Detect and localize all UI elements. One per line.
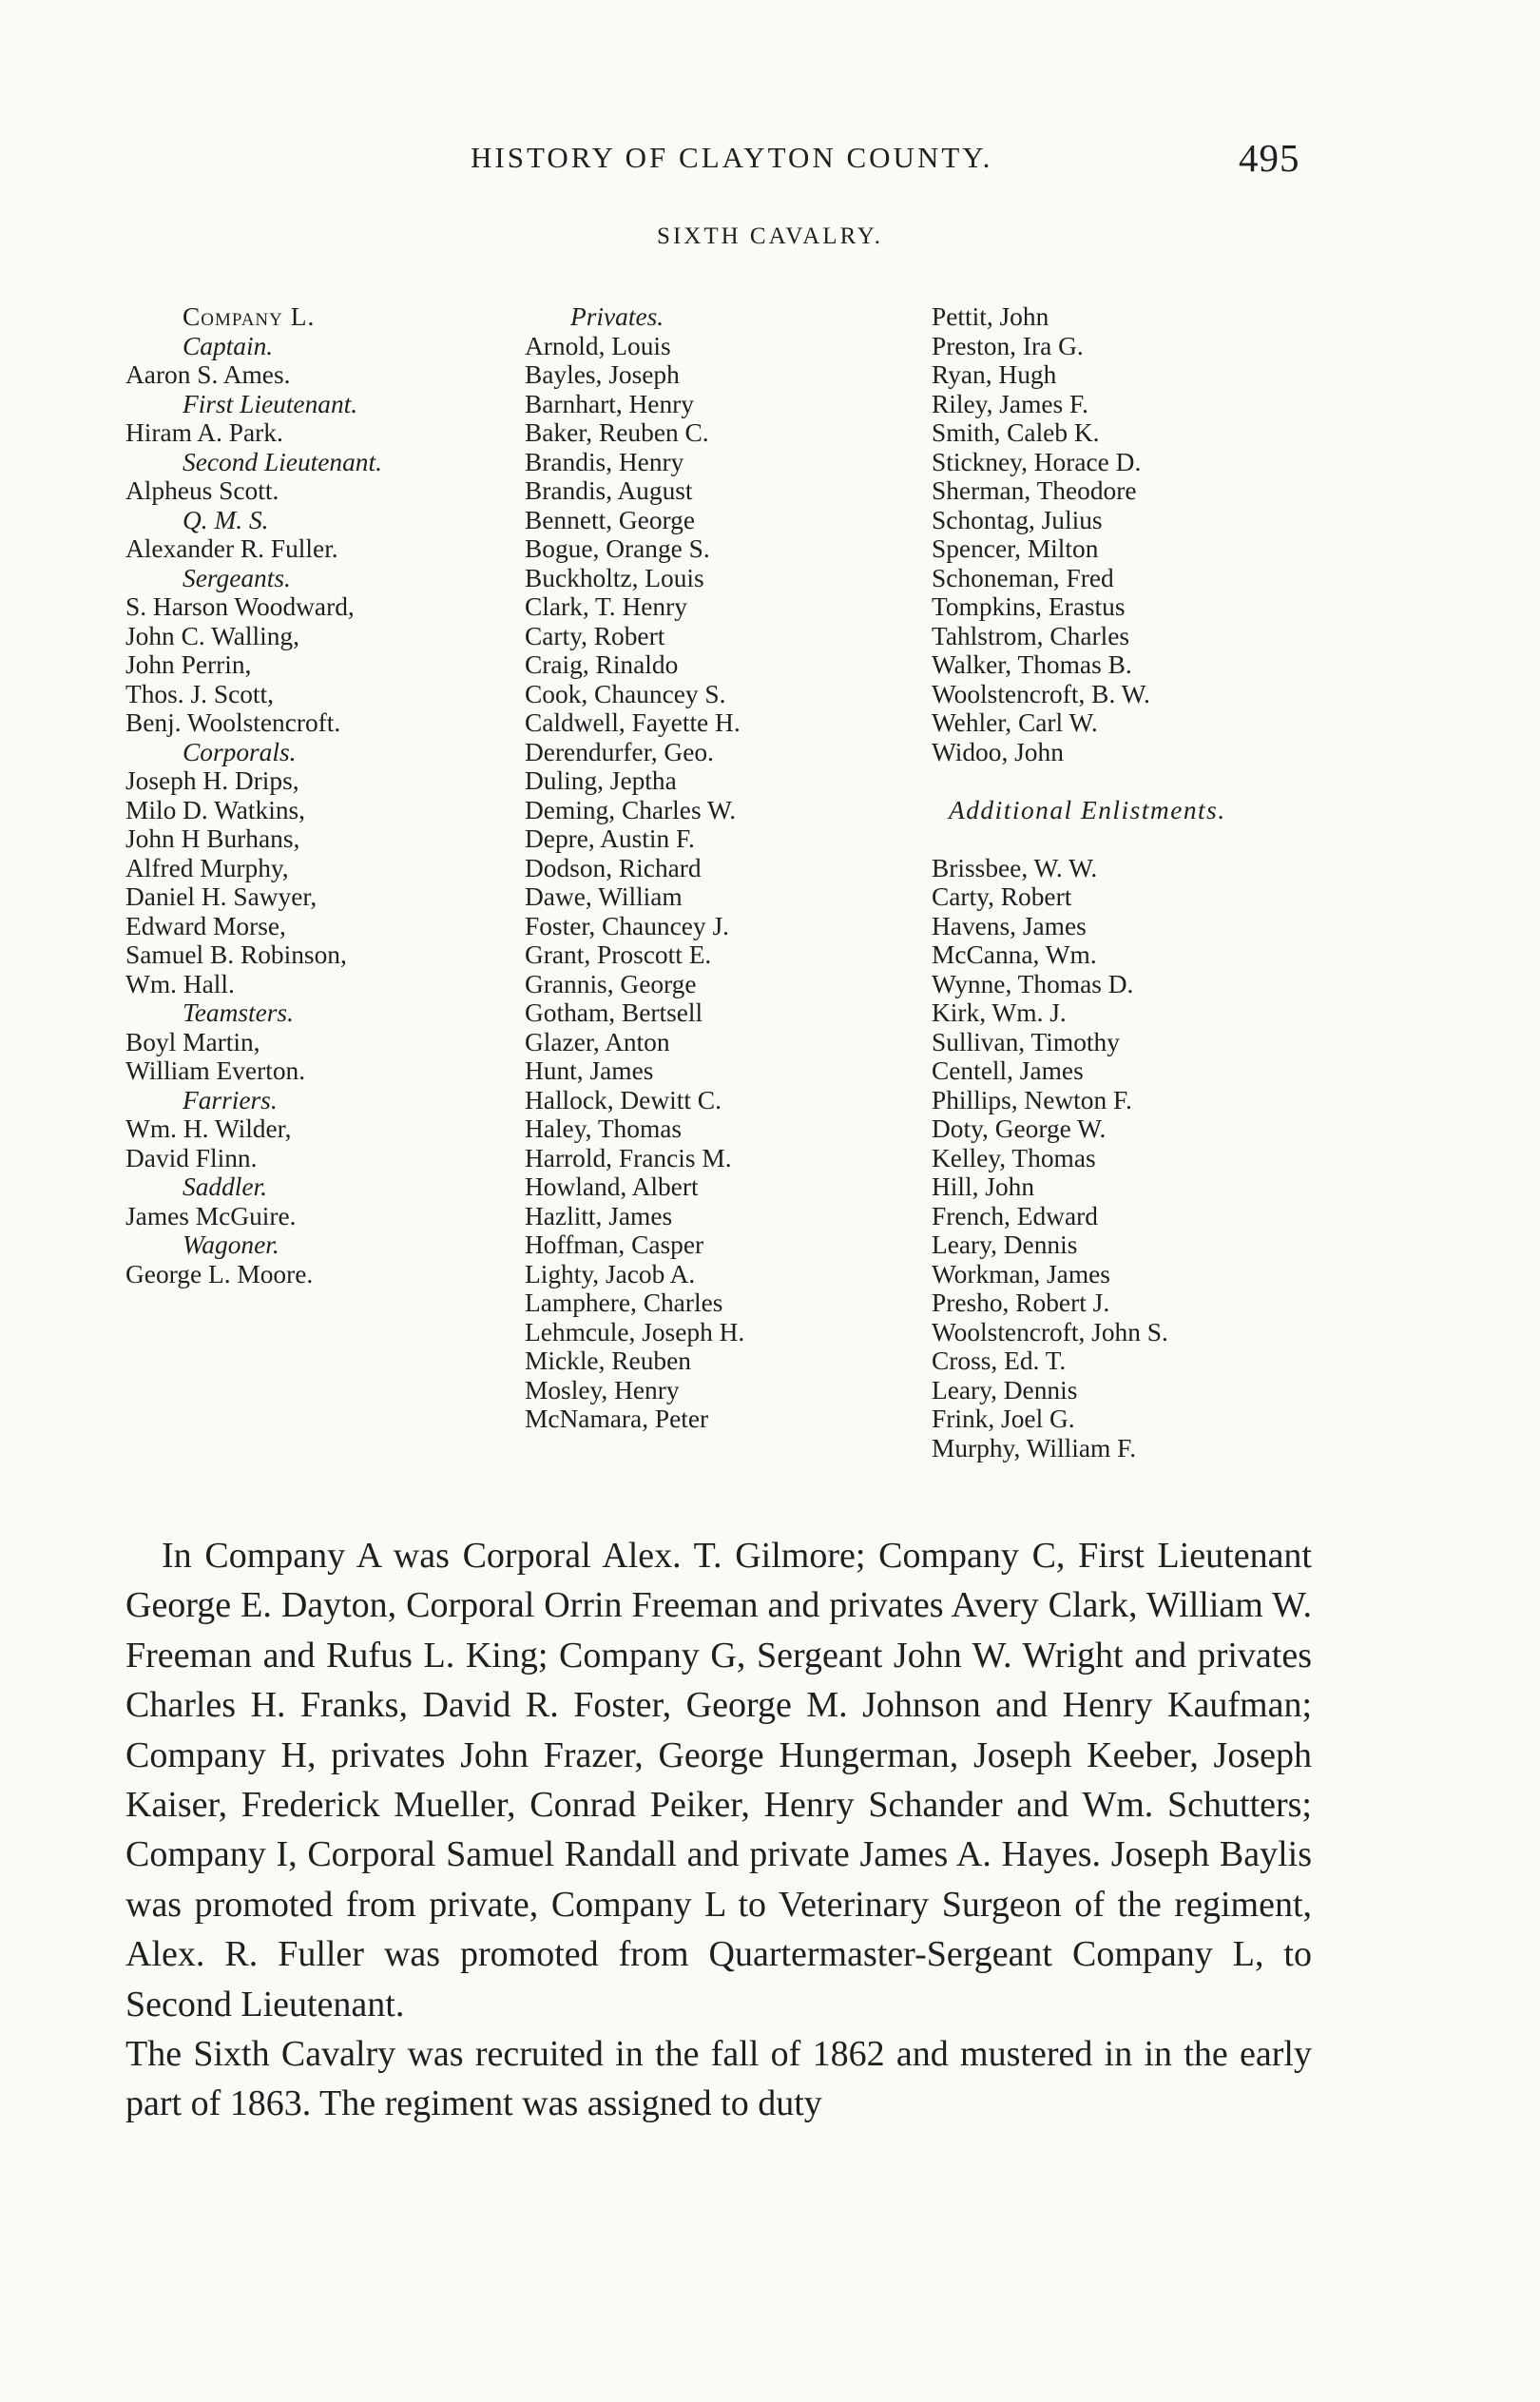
roster-name: Harrold, Francis M. [525,1143,732,1172]
roster-name: Dodson, Richard [525,853,702,882]
line-spacer [932,824,1226,854]
roster-name: Wehler, Carl W. [932,708,1098,737]
roster-name: Lighty, Jacob A. [525,1259,696,1288]
roster-name: Mosley, Henry [525,1375,680,1404]
roster-name: Clark, T. Henry [525,592,687,621]
roster-name: Doty, George W. [932,1114,1107,1143]
roster-name: Gotham, Bertsell [525,998,703,1027]
paragraph: The Sixth Cavalry was recruited in the fall of 1862 and mustered in in the early part of 1863. The regiment was assigned to duty [125,2034,1312,2124]
page-number: 495 [1239,136,1300,180]
roster-name: Cross, Ed. T. [932,1346,1067,1375]
roster-name: Widoo, John [932,737,1064,766]
roster-name: Schoneman, Fred [932,563,1114,592]
roster-name: Bayles, Joseph [525,360,680,389]
roster-name: Hill, John [932,1172,1035,1201]
roster-name: Bogue, Orange S. [525,534,710,563]
roster-name: Ryan, Hugh [932,360,1057,389]
roster-name: Preston, Ira G. [932,331,1084,360]
roster-name: Glazer, Anton [525,1027,670,1056]
roster-name: Carty, Robert [525,621,665,650]
roster-name: Alfred Murphy, [125,853,289,882]
roster-name: Wynne, Thomas D. [932,969,1134,998]
roster-name: Wm. H. Wilder, [125,1114,292,1143]
roster-name: Leary, Dennis [932,1230,1078,1259]
roster-name: David Flinn. [125,1143,258,1172]
page-header [0,136,1540,188]
line-spacer [932,766,1226,796]
roster-name: Walker, Thomas B. [932,650,1132,679]
roster-name: George L. Moore. [125,1259,314,1288]
roster-name: Dawe, William [525,882,683,911]
roster-name: Woolstencroft, B. W. [932,679,1150,708]
roster-name: Derendurfer, Geo. [525,737,714,766]
roster-heading: Corporals. [183,737,297,766]
roster-name: Kelley, Thomas [932,1143,1096,1172]
roster-name: Daniel H. Sawyer, [125,882,318,911]
roster-name: McNamara, Peter [525,1404,709,1433]
roster-column-privates-continued [932,302,1226,1463]
roster-name: Carty, Robert [932,882,1072,911]
roster-name: John H Burhans, [125,824,300,853]
roster-name: Presho, Robert J. [932,1288,1110,1317]
company-heading: Company L. [183,302,316,331]
roster-name: Hoffman, Casper [525,1230,704,1259]
roster-name: Arnold, Louis [525,331,671,360]
roster-heading: Second Lieutenant. [183,447,382,476]
section-title: SIXTH CAVALRY. [657,223,883,249]
roster-name: Brandis, August [525,476,693,505]
roster-name: McCanna, Wm. [932,940,1097,969]
roster-column-officers [125,302,382,1288]
roster-name: Frink, Joel G. [932,1404,1075,1433]
roster-name: William Everton. [125,1056,306,1085]
roster-name: Baker, Reuben C. [525,418,709,447]
roster-name: Lehmcule, Joseph H. [525,1317,745,1346]
roster-name: Sullivan, Timothy [932,1027,1120,1056]
roster-name: Wm. Hall. [125,969,235,998]
roster-name: French, Edward [932,1201,1098,1230]
roster-name: Murphy, William F. [932,1433,1137,1463]
roster-heading: Saddler. [183,1172,268,1201]
roster-name: Aaron S. Ames. [125,360,291,389]
roster-name: Spencer, Milton [932,534,1099,563]
roster-name: Barnhart, Henry [525,389,694,418]
roster-heading: Wagoner. [183,1230,279,1259]
roster-name: Joseph H. Drips, [125,766,299,795]
roster-heading: First Lieutenant. [183,389,358,418]
roster-name: Hiram A. Park. [125,418,283,447]
roster-name: Tompkins, Erastus [932,592,1126,621]
roster-name: Hallock, Dewitt C. [525,1085,722,1114]
roster-name: Sherman, Theodore [932,476,1137,505]
roster-name: S. Harson Woodward, [125,592,355,621]
roster-name: Depre, Austin F. [525,824,695,853]
roster-name: Grant, Proscott E. [525,940,712,969]
roster-name: Deming, Charles W. [525,795,737,824]
roster-name: Cook, Chauncey S. [525,679,726,708]
roster-name: Mickle, Reuben [525,1346,691,1375]
roster-name: Lamphere, Charles [525,1288,723,1317]
roster-name: Smith, Caleb K. [932,418,1100,447]
roster-name: Bennett, George [525,505,696,534]
roster-name: Grannis, George [525,969,697,998]
roster-name: Hazlitt, James [525,1201,673,1230]
roster-name: Foster, Chauncey J. [525,911,729,940]
roster-name: Havens, James [932,911,1087,940]
roster-name: Tahlstrom, Charles [932,621,1130,650]
roster-name: Caldwell, Fayette H. [525,708,741,737]
roster-name: Thos. J. Scott, [125,679,274,708]
roster-name: Schontag, Julius [932,505,1103,534]
roster-name: Kirk, Wm. J. [932,998,1067,1027]
roster-name: Phillips, Newton F. [932,1085,1132,1114]
roster-heading: Additional Enlistments. [949,795,1226,824]
roster-name: Benj. Woolstencroft. [125,708,341,737]
roster-name: Edward Morse, [125,911,286,940]
roster-heading: Sergeants. [183,563,291,592]
roster-name: Milo D. Watkins, [125,795,306,824]
roster-heading: Captain. [183,331,274,360]
roster-heading: Privates. [570,302,664,331]
roster-name: Alexander R. Fuller. [125,534,338,563]
roster-name: Howland, Albert [525,1172,699,1201]
roster-name: Brissbee, W. W. [932,853,1098,882]
roster-heading: Farriers. [183,1085,278,1114]
roster-name: Duling, Jeptha [525,766,677,795]
roster-heading: Q. M. S. [183,505,269,534]
roster-name: John Perrin, [125,650,252,679]
roster-name: James McGuire. [125,1201,297,1230]
body-text [125,1531,1312,2129]
roster-column-privates [525,302,744,1434]
running-title: HISTORY OF CLAYTON COUNTY. [471,141,993,174]
roster-name: Stickney, Horace D. [932,447,1142,476]
roster-name: Leary, Dennis [932,1375,1078,1404]
roster-name: John C. Walling, [125,621,299,650]
roster-name: Brandis, Henry [525,447,684,476]
roster-name: Buckholtz, Louis [525,563,704,592]
roster-name: Alpheus Scott. [125,476,279,505]
roster-name: Riley, James F. [932,389,1088,418]
roster-name: Haley, Thomas [525,1114,683,1143]
roster-heading: Teamsters. [183,998,294,1027]
roster-name: Craig, Rinaldo [525,650,679,679]
roster-name: Samuel B. Robinson, [125,940,347,969]
roster-name: Hunt, James [525,1056,654,1085]
roster-name: Workman, James [932,1259,1110,1288]
roster-name: Centell, James [932,1056,1084,1085]
roster-name: Pettit, John [932,302,1049,331]
roster-name: Boyl Martin, [125,1027,260,1056]
roster-name: Woolstencroft, John S. [932,1317,1168,1346]
paragraph: In Company A was Corporal Alex. T. Gilmore; Company C, First Lieutenant George E. Dayton, Corporal Orrin Freeman and privates Avery Clark, William W. Freeman and Rufus L. King; Company G, Sergeant John W. Wright and privates Charles H. Franks, David R. Foster, George M. Johnson and Henry Kaufman; Company H, privates John Frazer, George Hungerman, Joseph Keeber, Joseph Kaiser, Frederick Mueller, Conrad Peiker, Henry Schander and Wm. Schutters; Company I, Corporal Samuel Randall and private James A. Hayes. Joseph Baylis was promoted from private, Company L to Veterinary Surgeon of the regiment, Alex. R. Fuller was promoted from Quartermaster-Sergeant Company L, to Second Lieutenant. [125,1536,1312,2024]
